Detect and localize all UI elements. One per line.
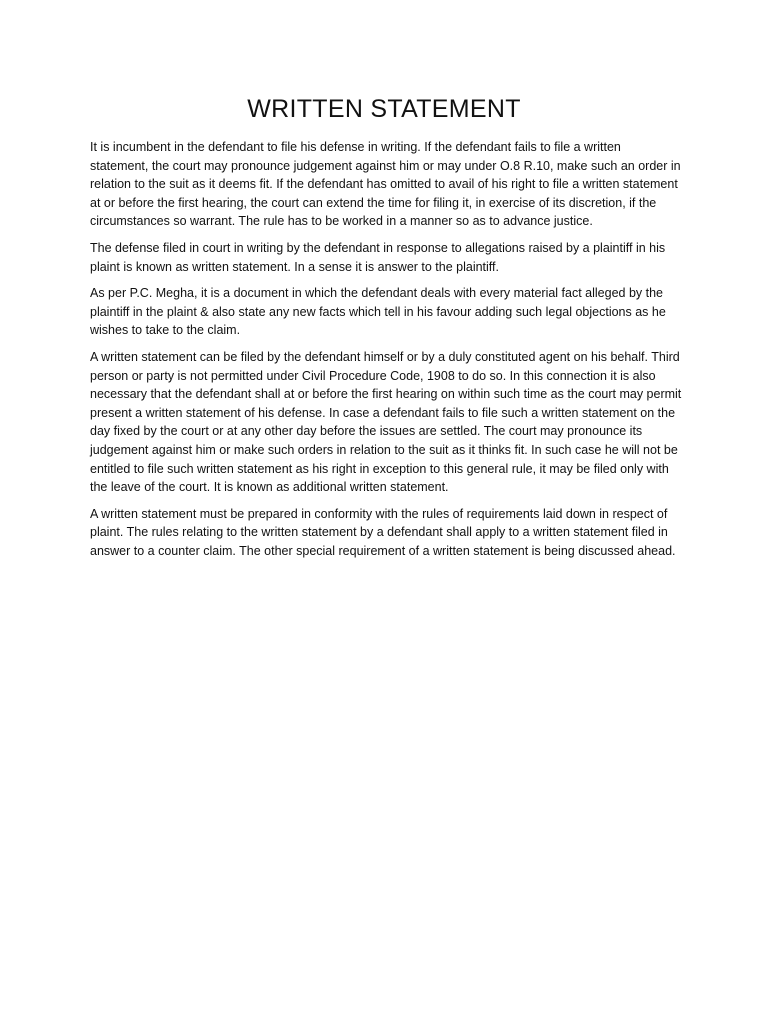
document-body [90, 138, 682, 568]
paragraph-1: It is incumbent in the defendant to file his defense in writing. If the defendant fails to file a written statement, the court may pronounce judgement against him or may under O.8 R.10, make such an order in relation to the suit as it deems fit. If the defendant has omitted to avail of his right to file a written statement at or before the first hearing, the court can extend the time for filing it, in exercise of its discretion, if the circumstances so warrant. The rule has to be worked in a manner so as to advance justice. [90, 140, 681, 229]
paragraph-2: The defense filed in court in writing by the defendant in response to allegations raised by a plaintiff in his plaint is known as written statement. In a sense it is answer to the plaintiff. [90, 240, 666, 274]
page-title: WRITTEN STATEMENT [247, 95, 521, 123]
paragraph-3: As per P.C. Megha, it is a document in which the defendant deals with every material fact alleged by the plaintiff in the plaint & also state any new facts which tell in his favour adding such legal objections as he wishes to take to the claim. [90, 286, 666, 338]
paragraph-4: A written statement can be filed by the defendant himself or by a duly constituted agent on his behalf. Third person or party is not permitted under Civil Procedure Code, 1908 to do so. In this connection it is also necessary that the defendant shall at or before the first hearing on within such time as the court may permit present a written statement of his defense. In case a defendant fails to file such a written statement on the day fixed by the court or at any other day before the issues are settled. The court may pronounce its judgement against him or make such orders in relation to the suit as it thinks fit. In such case he will not be entitled to file such written statement as his right in exception to this general rule, it may be filed only with the leave of the court. It is known as additional written statement. [90, 349, 682, 495]
paragraph-5: A written statement must be prepared in conformity with the rules of requirements laid down in respect of plaint. The rules relating to the written statement by a defendant shall apply to a written statement filed in answer to a counter claim. The other special requirement of a written statement is being discussed ahead. [90, 506, 676, 558]
